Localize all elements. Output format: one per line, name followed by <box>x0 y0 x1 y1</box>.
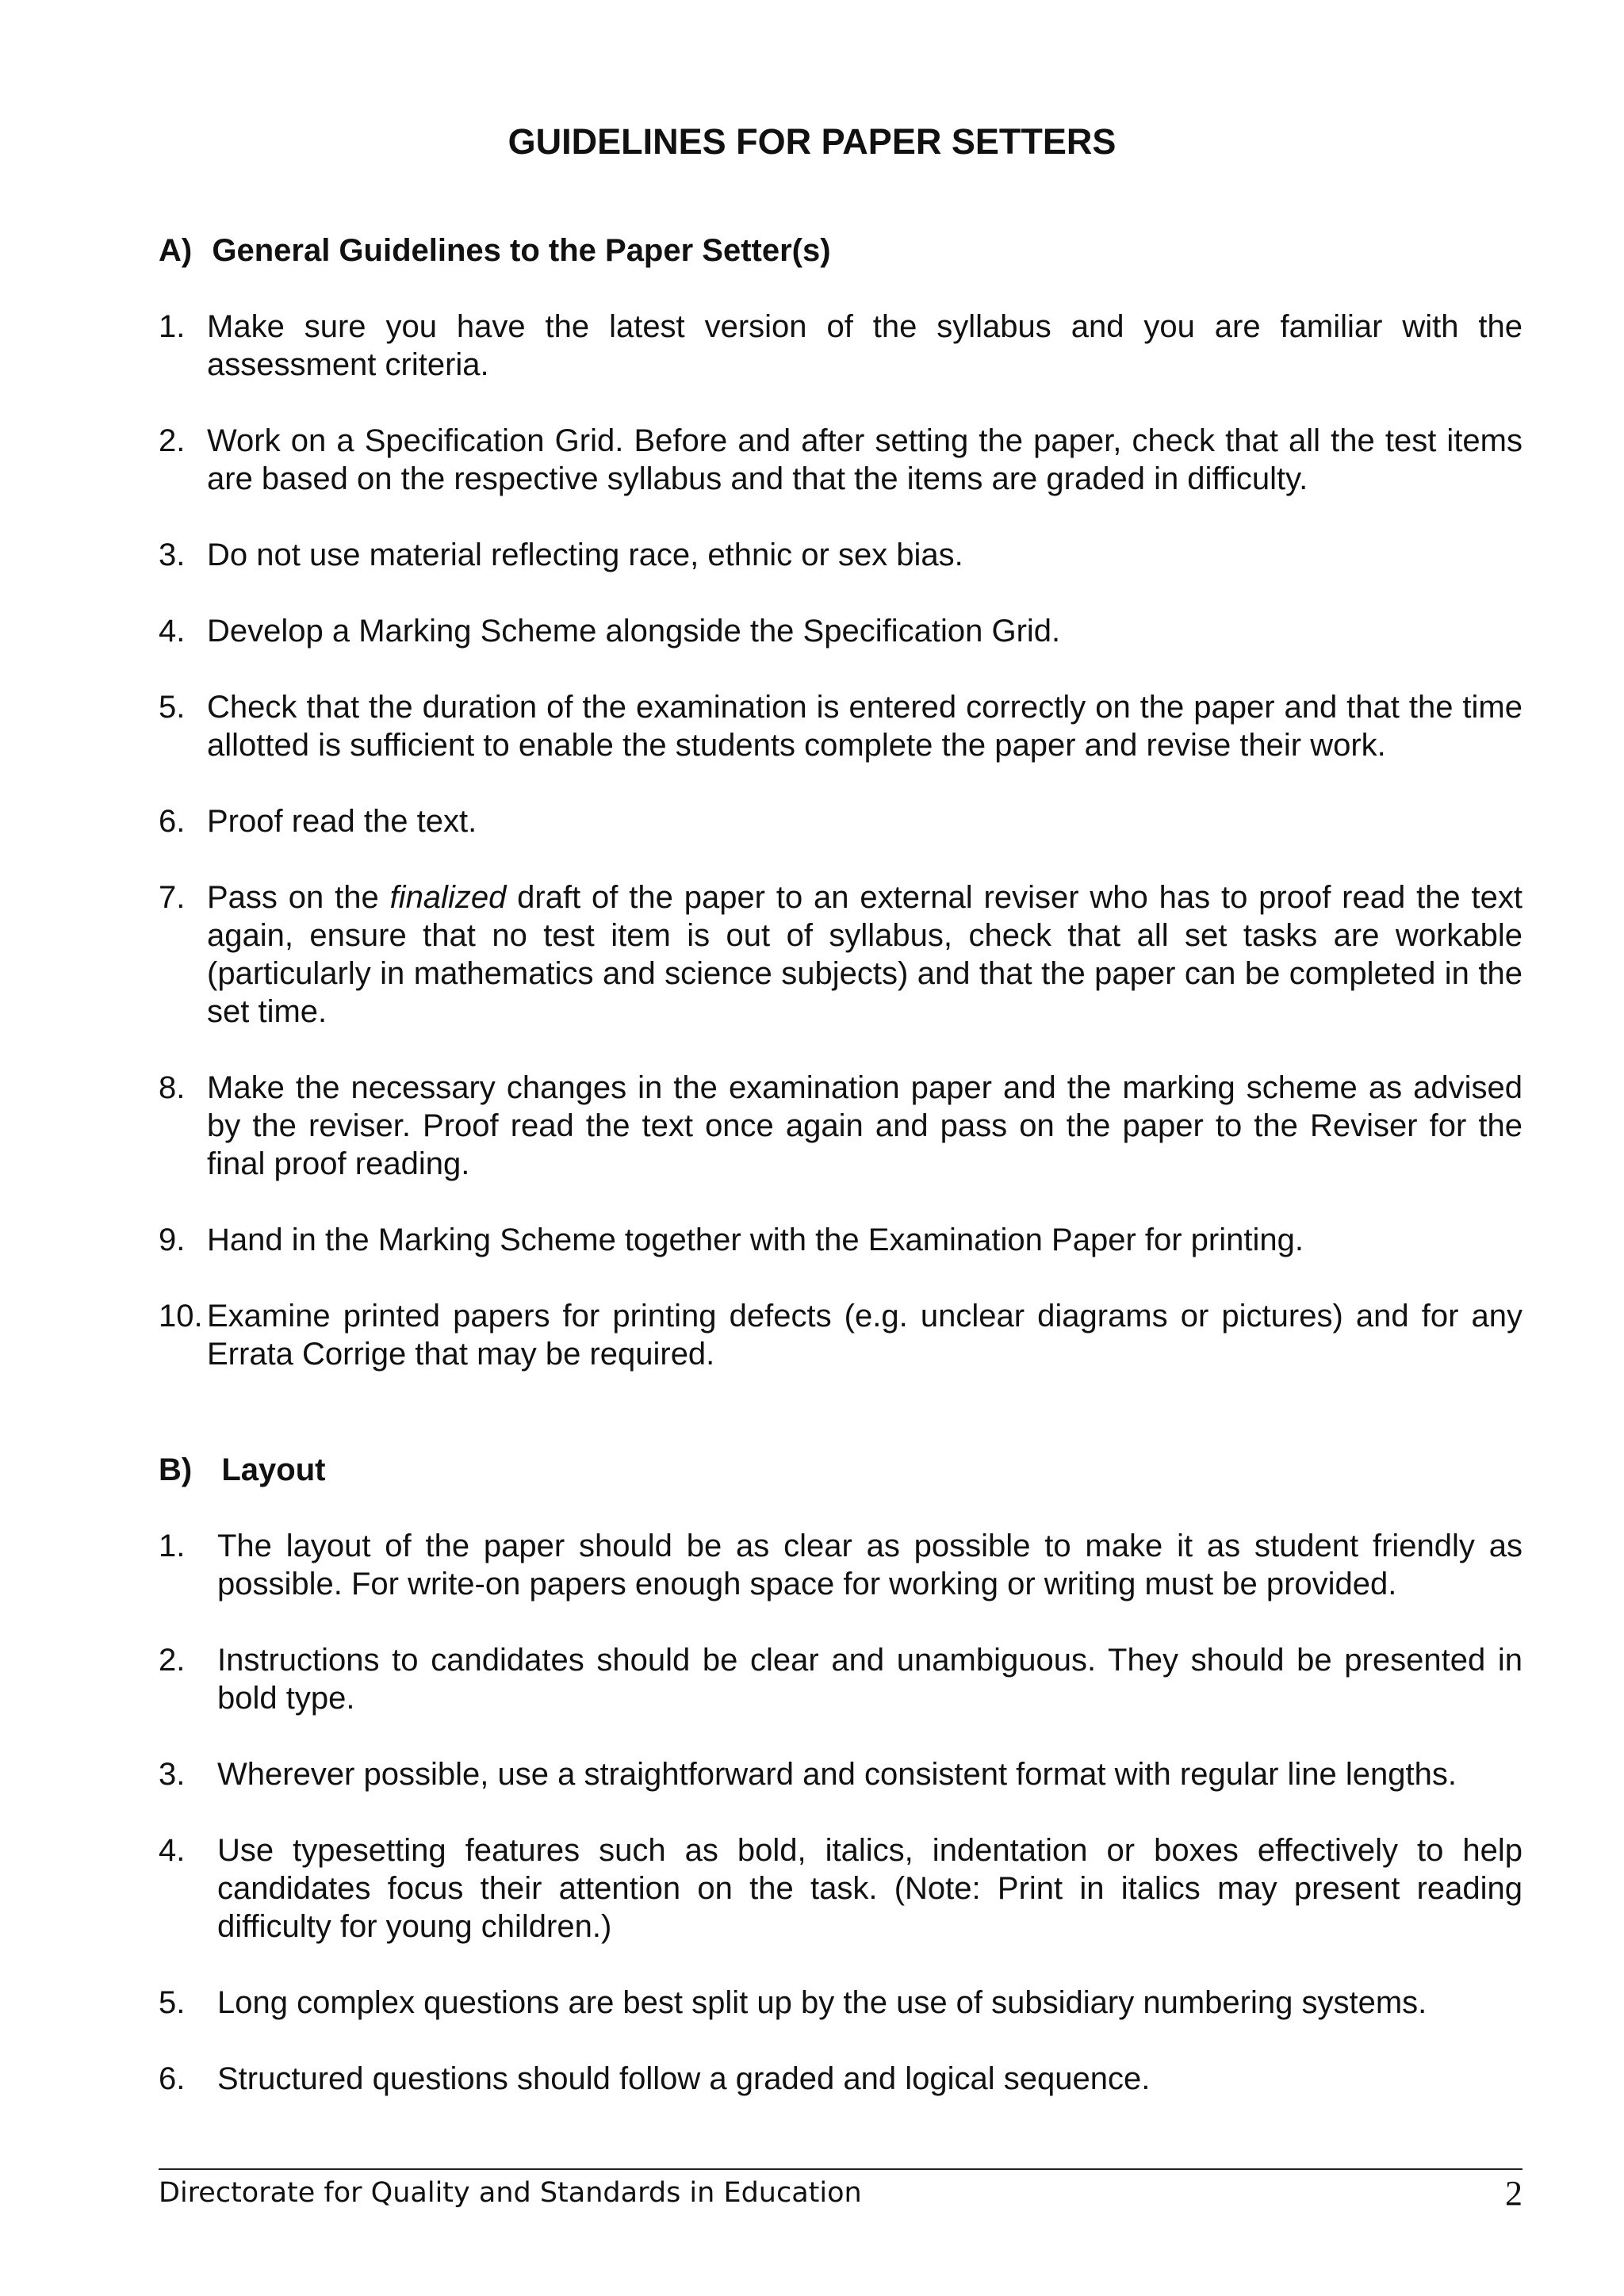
section-b-letter: B) <box>159 1452 193 1487</box>
section-b-title: Layout <box>221 1452 326 1487</box>
section-a-heading <box>159 232 831 270</box>
list-item-text-part: draft of the paper to an external reviser who has to proof read the text again, ensure that no test item is out of syllabus, check that all set tasks are workable (particularly in mathematics and science subjects) and that the paper can be completed in the set time. <box>207 880 1522 1029</box>
list-item-text-part: Pass on the <box>207 880 390 915</box>
list-item-text: Make the necessary changes in the examination paper and the marking scheme as advised by the reviser. Proof read the text once again and pass on the paper to the Reviser for the final proof reading. <box>207 1070 1522 1181</box>
page-number: 2 <box>1505 2174 1522 2213</box>
footer-organization: Directorate for Quality and Standards in Education <box>159 2177 862 2209</box>
list-item-number: 7. <box>159 880 186 915</box>
list-item-text: Proof read the text. <box>207 804 477 839</box>
list-item-text: Wherever possible, use a straightforward and consistent format with regular line lengths. <box>217 1757 1457 1792</box>
list-item-text: Make sure you have the latest version of the syllabus and you are familiar with the assessment criteria. <box>207 309 1522 382</box>
list-item-number: 3. <box>159 1757 186 1792</box>
list-item <box>159 878 1522 1031</box>
list-item-text: Check that the duration of the examination is entered correctly on the paper and that the time allotted is sufficient to enable the students complete the paper and revise their work. <box>207 690 1522 763</box>
list-item-number: 5. <box>159 1985 186 2020</box>
list-item <box>159 802 1522 840</box>
section-b-heading <box>159 1451 325 1489</box>
list-item <box>159 1831 1522 1946</box>
list-item <box>159 688 1522 764</box>
list-item-number: 2. <box>159 1643 186 1678</box>
list-item-text: Do not use material reflecting race, ethnic or sex bias. <box>207 538 963 572</box>
list-item-text: Structured questions should follow a graded and logical sequence. <box>217 2061 1151 2096</box>
list-item <box>159 536 1522 574</box>
list-item-text: Instructions to candidates should be clear and unambiguous. They should be presented in bold type. <box>217 1643 1522 1716</box>
list-item-number: 9. <box>159 1223 186 1257</box>
list-item <box>159 1221 1522 1259</box>
list-item <box>159 1297 1522 1373</box>
list-item-text: Work on a Specification Grid. Before and after setting the paper, check that all the test items are based on the respective syllabus and that the items are graded in difficulty. <box>207 423 1522 496</box>
list-item-text: Develop a Marking Scheme alongside the Specification Grid. <box>207 614 1061 649</box>
list-item <box>159 612 1522 650</box>
list-item-number: 10. <box>159 1299 203 1334</box>
list-item <box>159 1641 1522 1717</box>
list-item-number: 2. <box>159 423 186 458</box>
list-item <box>159 2060 1522 2098</box>
list-item <box>159 1527 1522 1603</box>
list-item-number: 8. <box>159 1070 186 1105</box>
section-a-title: General Guidelines to the Paper Setter(s) <box>212 233 831 268</box>
list-item-number: 3. <box>159 538 186 572</box>
list-item-number: 1. <box>159 1529 186 1563</box>
list-item-text: Use typesetting features such as bold, italics, indentation or boxes effectively to help candidates focus their attention on the task. (Note: Print in italics may present reading difficulty for young children.) <box>217 1833 1522 1944</box>
list-item-number: 4. <box>159 614 186 649</box>
list-item-text: Long complex questions are best split up by the use of subsidiary numbering systems. <box>217 1985 1427 2020</box>
list-item-number: 6. <box>159 2061 186 2096</box>
list-item <box>159 422 1522 498</box>
italic-emphasis: finalized <box>389 880 507 915</box>
section-a-letter: A) <box>159 233 193 268</box>
list-item <box>159 1069 1522 1183</box>
list-item-number: 1. <box>159 309 186 344</box>
list-item <box>159 1755 1522 1793</box>
list-item-text <box>207 878 1522 1031</box>
list-item-number: 6. <box>159 804 186 839</box>
footer-divider <box>159 2168 1522 2170</box>
page-title: GUIDELINES FOR PAPER SETTERS <box>508 121 1116 162</box>
list-item <box>159 308 1522 384</box>
list-item-text: The layout of the paper should be as clear as possible to make it as student friendly as possible. For write-on papers enough space for working or writing must be provided. <box>217 1529 1522 1601</box>
list-item-number: 4. <box>159 1833 186 1868</box>
list-item-text: Examine printed papers for printing defects (e.g. unclear diagrams or pictures) and for any Errata Corrige that may be required. <box>207 1299 1522 1372</box>
list-item-text: Hand in the Marking Scheme together with the Examination Paper for printing. <box>207 1223 1304 1257</box>
list-item <box>159 1984 1522 2022</box>
list-item-number: 5. <box>159 690 186 725</box>
